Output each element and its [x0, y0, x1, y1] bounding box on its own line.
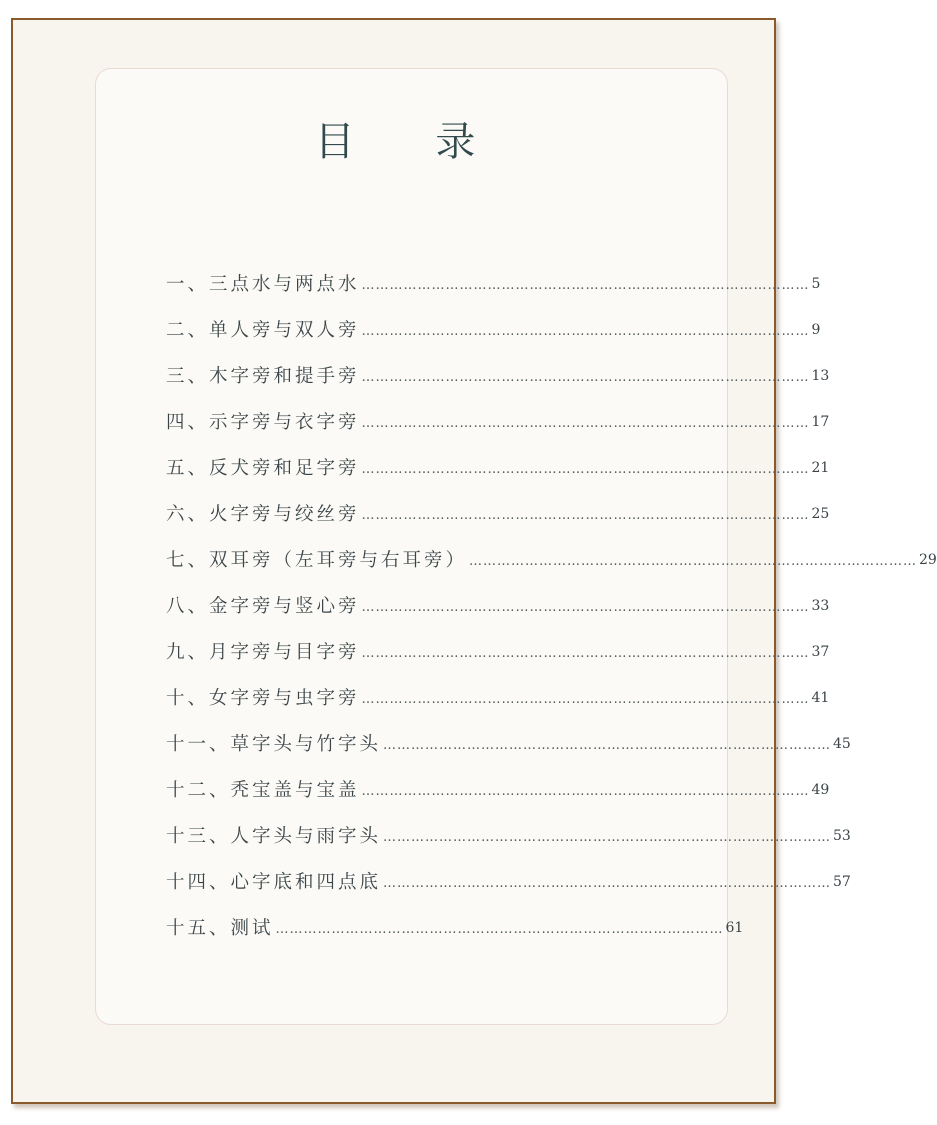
dot-leader: ……………………………………………………………………………………: [361, 369, 810, 385]
toc-page-number: 13: [811, 368, 830, 384]
toc-entry[interactable]: [166, 358, 830, 392]
toc-page-number: 37: [811, 644, 830, 660]
dot-leader: ……………………………………………………………………………………: [361, 277, 810, 293]
toc-entry[interactable]: [166, 450, 830, 484]
toc-page-number: 45: [833, 736, 851, 752]
toc-entry-label: 五、反犬旁和足字旁: [166, 458, 360, 479]
toc-entry-label: 九、月字旁与目字旁: [166, 642, 360, 663]
dot-leader: ……………………………………………………………………………………: [361, 507, 810, 523]
dot-leader: ……………………………………………………………………………………: [361, 599, 810, 615]
toc-page-number: 61: [725, 920, 744, 936]
toc-entry[interactable]: [166, 588, 830, 622]
toc-page-number: 21: [811, 460, 830, 476]
dot-leader: ……………………………………………………………………………………: [275, 921, 724, 937]
toc-entry[interactable]: [166, 634, 830, 668]
page-title: 目 录: [314, 119, 510, 165]
toc-entry-label: 十二、秃宝盖与宝盖: [166, 780, 360, 801]
toc-page-number: 49: [811, 782, 830, 798]
toc-page-number: 41: [811, 690, 830, 706]
toc-entry[interactable]: [166, 266, 821, 300]
toc-page-number: 5: [811, 276, 821, 292]
toc-entry-label: 三、木字旁和提手旁: [166, 366, 360, 387]
toc-entry-label: 一、三点水与两点水: [166, 274, 360, 295]
toc-entry[interactable]: [166, 772, 830, 806]
toc-entry-label: 四、示字旁与衣字旁: [166, 412, 360, 433]
toc-page-number: 53: [833, 828, 851, 844]
toc-entry[interactable]: [166, 312, 821, 346]
toc-entry-label: 七、双耳旁（左耳旁与右耳旁）: [166, 550, 468, 571]
dot-leader: ……………………………………………………………………………………: [383, 875, 832, 891]
toc-entry[interactable]: [166, 496, 830, 530]
toc-page-number: 29: [919, 552, 937, 568]
dot-leader: ……………………………………………………………………………………: [361, 691, 810, 707]
toc-entry-label: 二、单人旁与双人旁: [166, 320, 360, 341]
toc-entry-label: 十五、测试: [166, 918, 274, 939]
toc-page-number: 25: [811, 506, 830, 522]
toc-entry-label: 十三、人字头与雨字头: [166, 826, 382, 847]
dot-leader: ……………………………………………………………………………………: [361, 415, 810, 431]
toc-entry[interactable]: [166, 864, 851, 898]
dot-leader: ……………………………………………………………………………………: [469, 553, 918, 569]
toc-entry[interactable]: [166, 818, 851, 852]
dot-leader: ……………………………………………………………………………………: [383, 829, 832, 845]
toc-entry[interactable]: [166, 680, 830, 714]
toc-page-number: 17: [811, 414, 830, 430]
dot-leader: ……………………………………………………………………………………: [361, 645, 810, 661]
toc-page-number: 57: [833, 874, 851, 890]
toc-entry-label: 八、金字旁与竖心旁: [166, 596, 360, 617]
toc-entry-label: 六、火字旁与绞丝旁: [166, 504, 360, 525]
toc-entry[interactable]: [166, 542, 937, 576]
dot-leader: ……………………………………………………………………………………: [361, 783, 810, 799]
toc-page-number: 9: [811, 322, 821, 338]
toc-page-number: 33: [811, 598, 830, 614]
toc-entry[interactable]: [166, 726, 851, 760]
toc-entry-label: 十一、草字头与竹字头: [166, 734, 382, 755]
toc-entry-label: 十、女字旁与虫字旁: [166, 688, 360, 709]
dot-leader: ……………………………………………………………………………………: [361, 461, 810, 477]
toc-entry-label: 十四、心字底和四点底: [166, 872, 382, 893]
dot-leader: ……………………………………………………………………………………: [383, 737, 832, 753]
toc-entry[interactable]: [166, 404, 830, 438]
toc-entry[interactable]: [166, 910, 744, 944]
dot-leader: ……………………………………………………………………………………: [361, 323, 810, 339]
